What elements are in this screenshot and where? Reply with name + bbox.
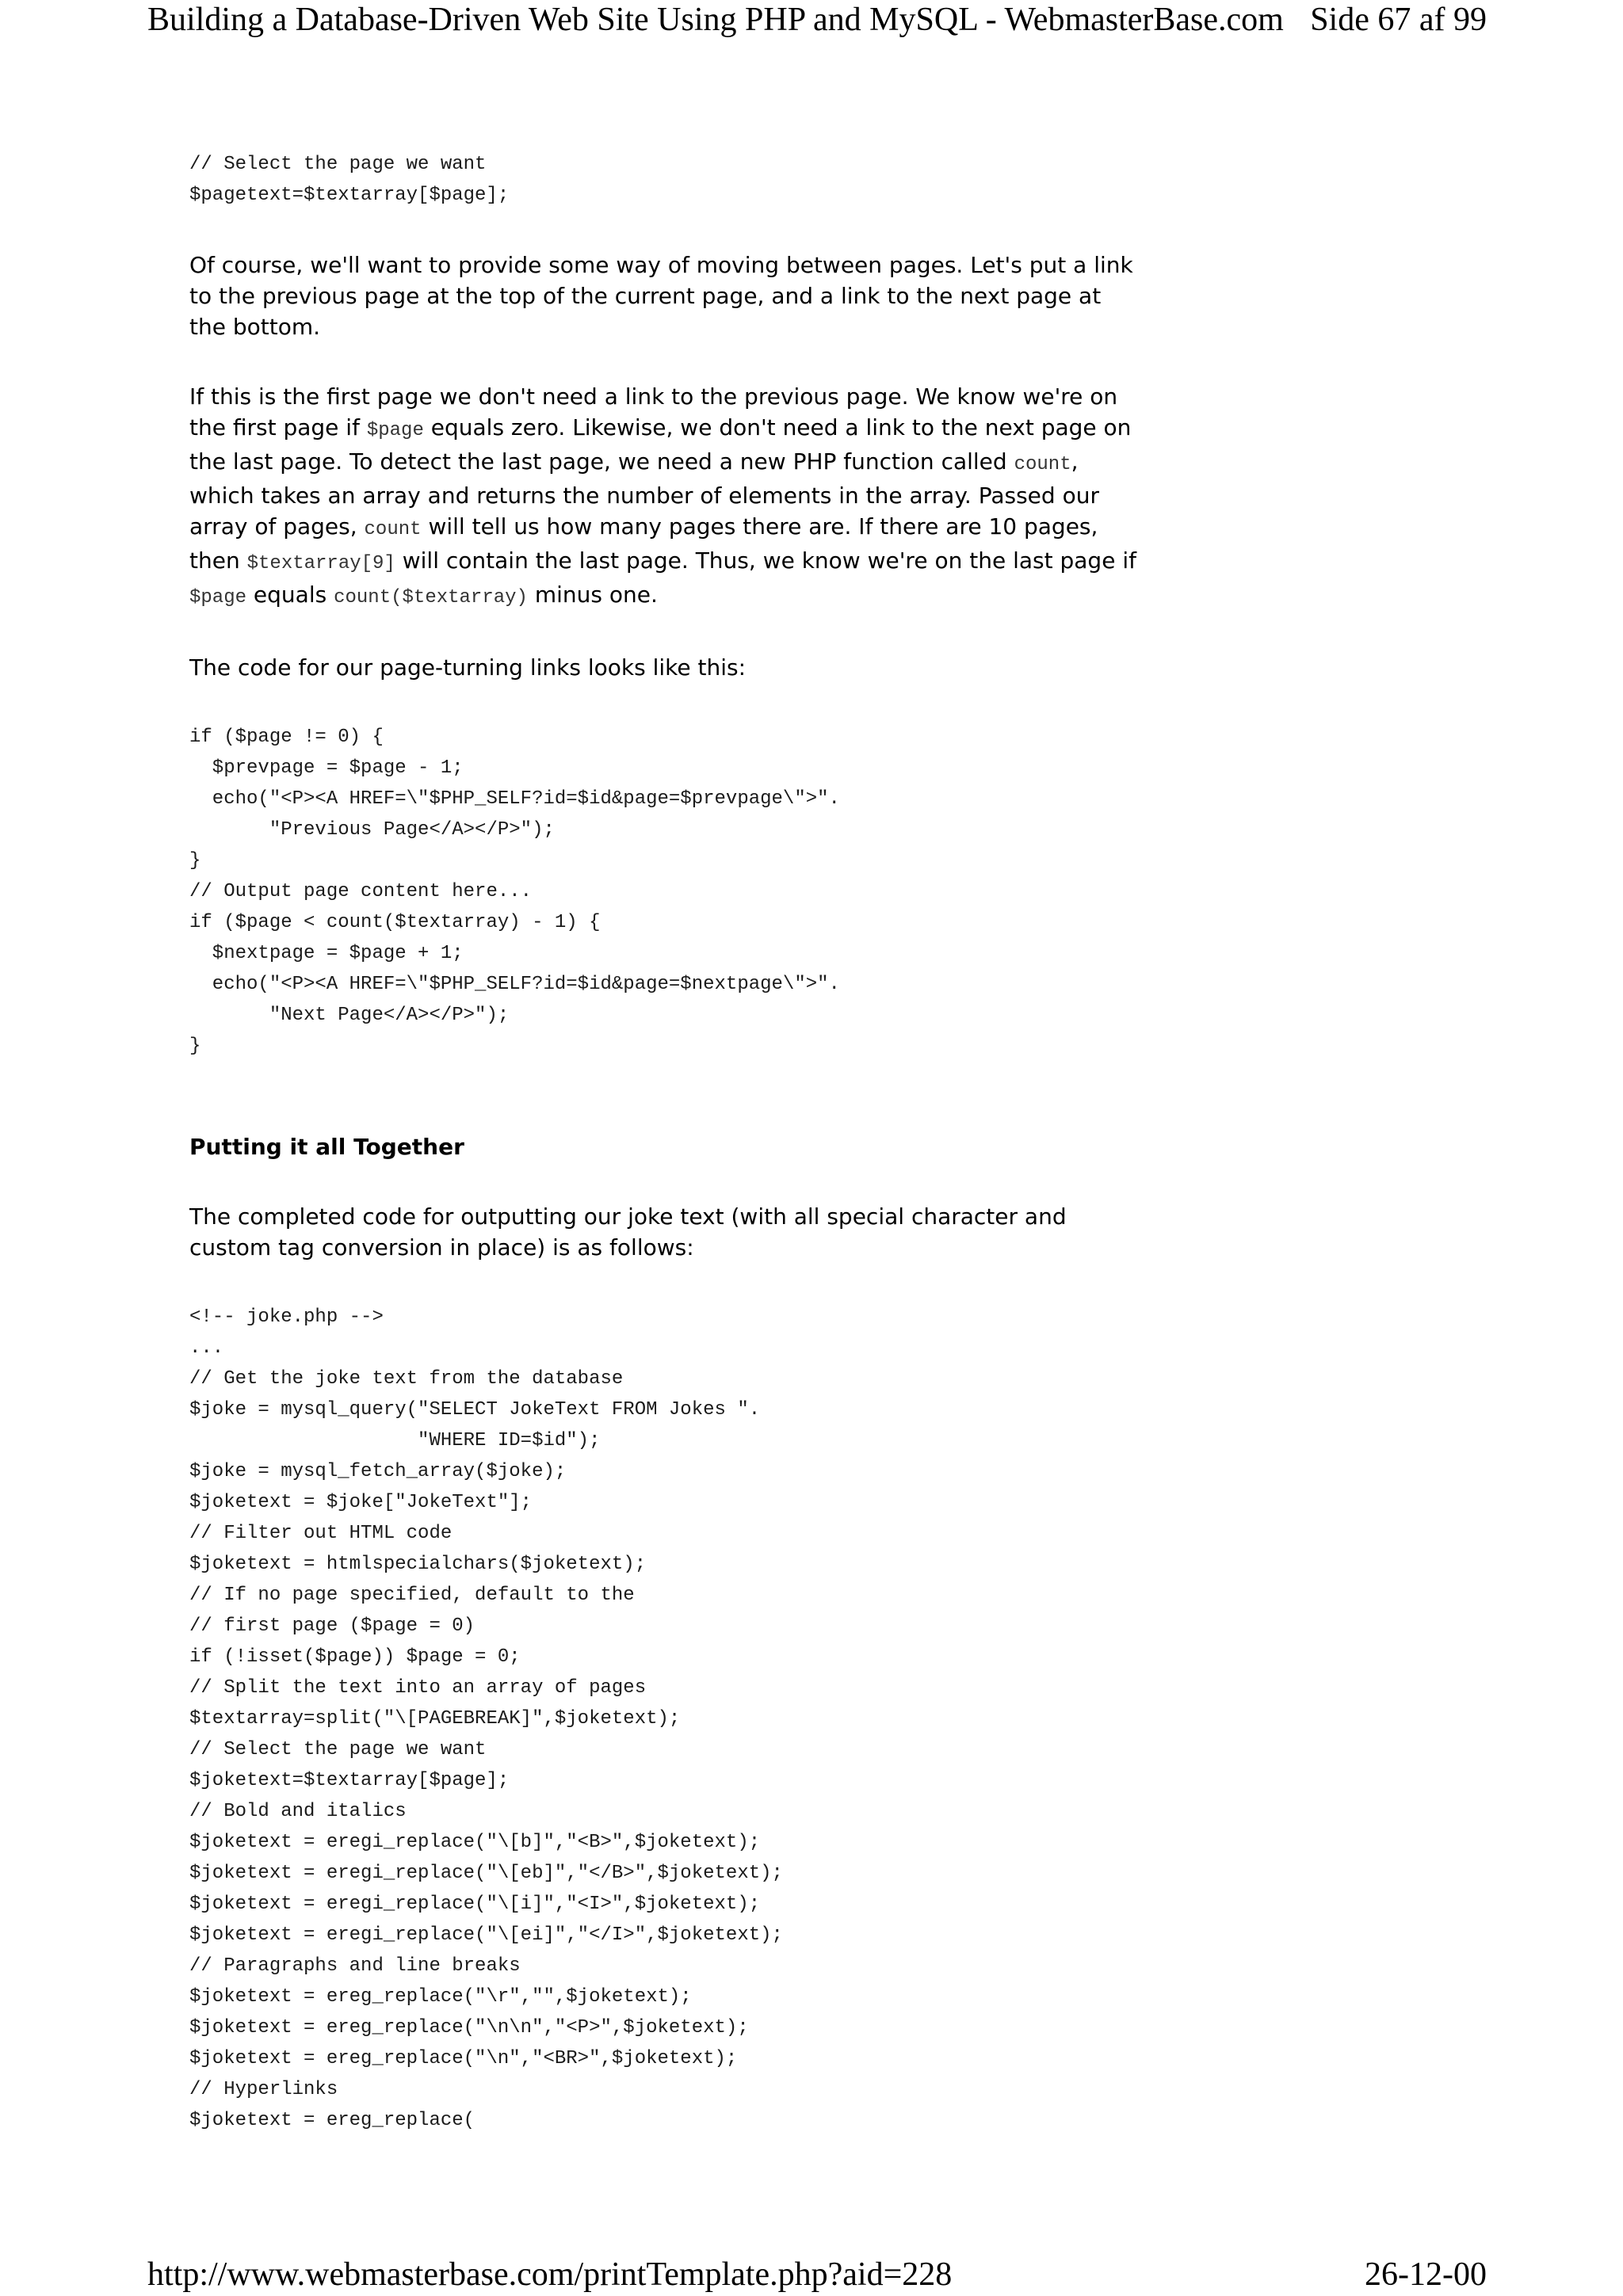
inline-code: count xyxy=(1014,454,1071,475)
header-page-number: Side 67 af 99 xyxy=(1310,2,1487,38)
text-run: minus one. xyxy=(527,582,658,608)
paragraph-code-intro: The code for our page-turning links looks like this: xyxy=(189,654,746,681)
inline-code: $page xyxy=(189,587,247,608)
code-block-select-page: // Select the page we want $pagetext=$textarray[$page]; xyxy=(189,154,510,206)
text-run: will tell us how many pages there are. If there are 10 pages, then xyxy=(189,513,1098,574)
code-block-page-links: if ($page != 0) { $prevpage = $page - 1; echo("<P><A HREF=\"$PHP_SELF?id=$id&page=$prevpage\">". "Previous Page</A></P>"); } // Output page content here... if ($page < count($textarray) - 1) { $nextpage = $page + 1; echo("<P><A HREF=\"$PHP_SELF?id=$id&page=$nextpage\">". "Next Page</A></P>"); } xyxy=(189,727,840,1057)
footer-date: 26-12-00 xyxy=(1365,2256,1487,2293)
text-run: , which takes an array and returns the number of elements in the array. Passed our array of pages, xyxy=(189,448,1099,540)
text-run: equals xyxy=(246,582,334,608)
inline-code: count xyxy=(364,519,422,540)
article-body xyxy=(189,149,1140,2136)
inline-code: count($textarray) xyxy=(334,587,528,608)
inline-code: $page xyxy=(366,420,424,441)
code-block-joke-php: <!-- joke.php --> ... // Get the joke text from the database $joke = mysql_query("SELECT JokeText FROM Jokes ". "WHERE ID=$id"); $joke = mysql_fetch_array($joke); $joketext = $joke["JokeText"]; // Filter out HTML code $joketext = htmlspecialchars($joketext); // If no page specified, default to the // first page ($page = 0) if (!isset($page)) $page = 0; // Split the text into an array of pages $textarray=split("\[PAGEBREAK]",$joketext); // Select the page we want $joketext=$textarray[$page]; // Bold and italics $joketext = eregi_replace("\[b]","<B>",$joketext); $joketext = eregi_replace("\[eb]","</B>",$joketext); $joketext = eregi_replace("\[i]","<I>",$joketext); $joketext = eregi_replace("\[ei]","</I>",$joketext); // Paragraphs and line breaks $joketext = ereg_replace("\r","",$joketext); $joketext = ereg_replace("\n\n","<P>",$joketext); $joketext = ereg_replace("\n","<BR>",$joketext); // Hyperlinks $joketext = ereg_replace( xyxy=(189,1306,783,2131)
text-run: equals zero. Likewise, we don't need a link to the next page on the last page. To detect the last page, we need a new PHP function called xyxy=(189,414,1132,475)
header-title: Building a Database-Driven Web Site Using PHP and MySQL - WebmasterBase.com xyxy=(147,2,1284,38)
section-heading: Putting it all Together xyxy=(189,1134,464,1160)
paragraph-first-last-page xyxy=(189,381,1140,613)
paragraph-moving-between-pages: Of course, we'll want to provide some way of moving between pages. Let's put a link to the previous page at the top of the current page, and a link to the next page at the bottom. xyxy=(189,252,1133,340)
inline-code: $textarray[9] xyxy=(246,553,395,574)
text-run: If this is the first page we don't need a link to the previous page. We know we're on the first page if xyxy=(189,383,1118,441)
text-run: will contain the last page. Thus, we know we're on the last page if xyxy=(395,547,1136,574)
paragraph-completed-code-intro: The completed code for outputting our joke text (with all special character and custom tag conversion in place) is as follows: xyxy=(189,1203,1067,1261)
footer-url: http://www.webmasterbase.com/printTemplate.php?aid=228 xyxy=(147,2256,953,2293)
